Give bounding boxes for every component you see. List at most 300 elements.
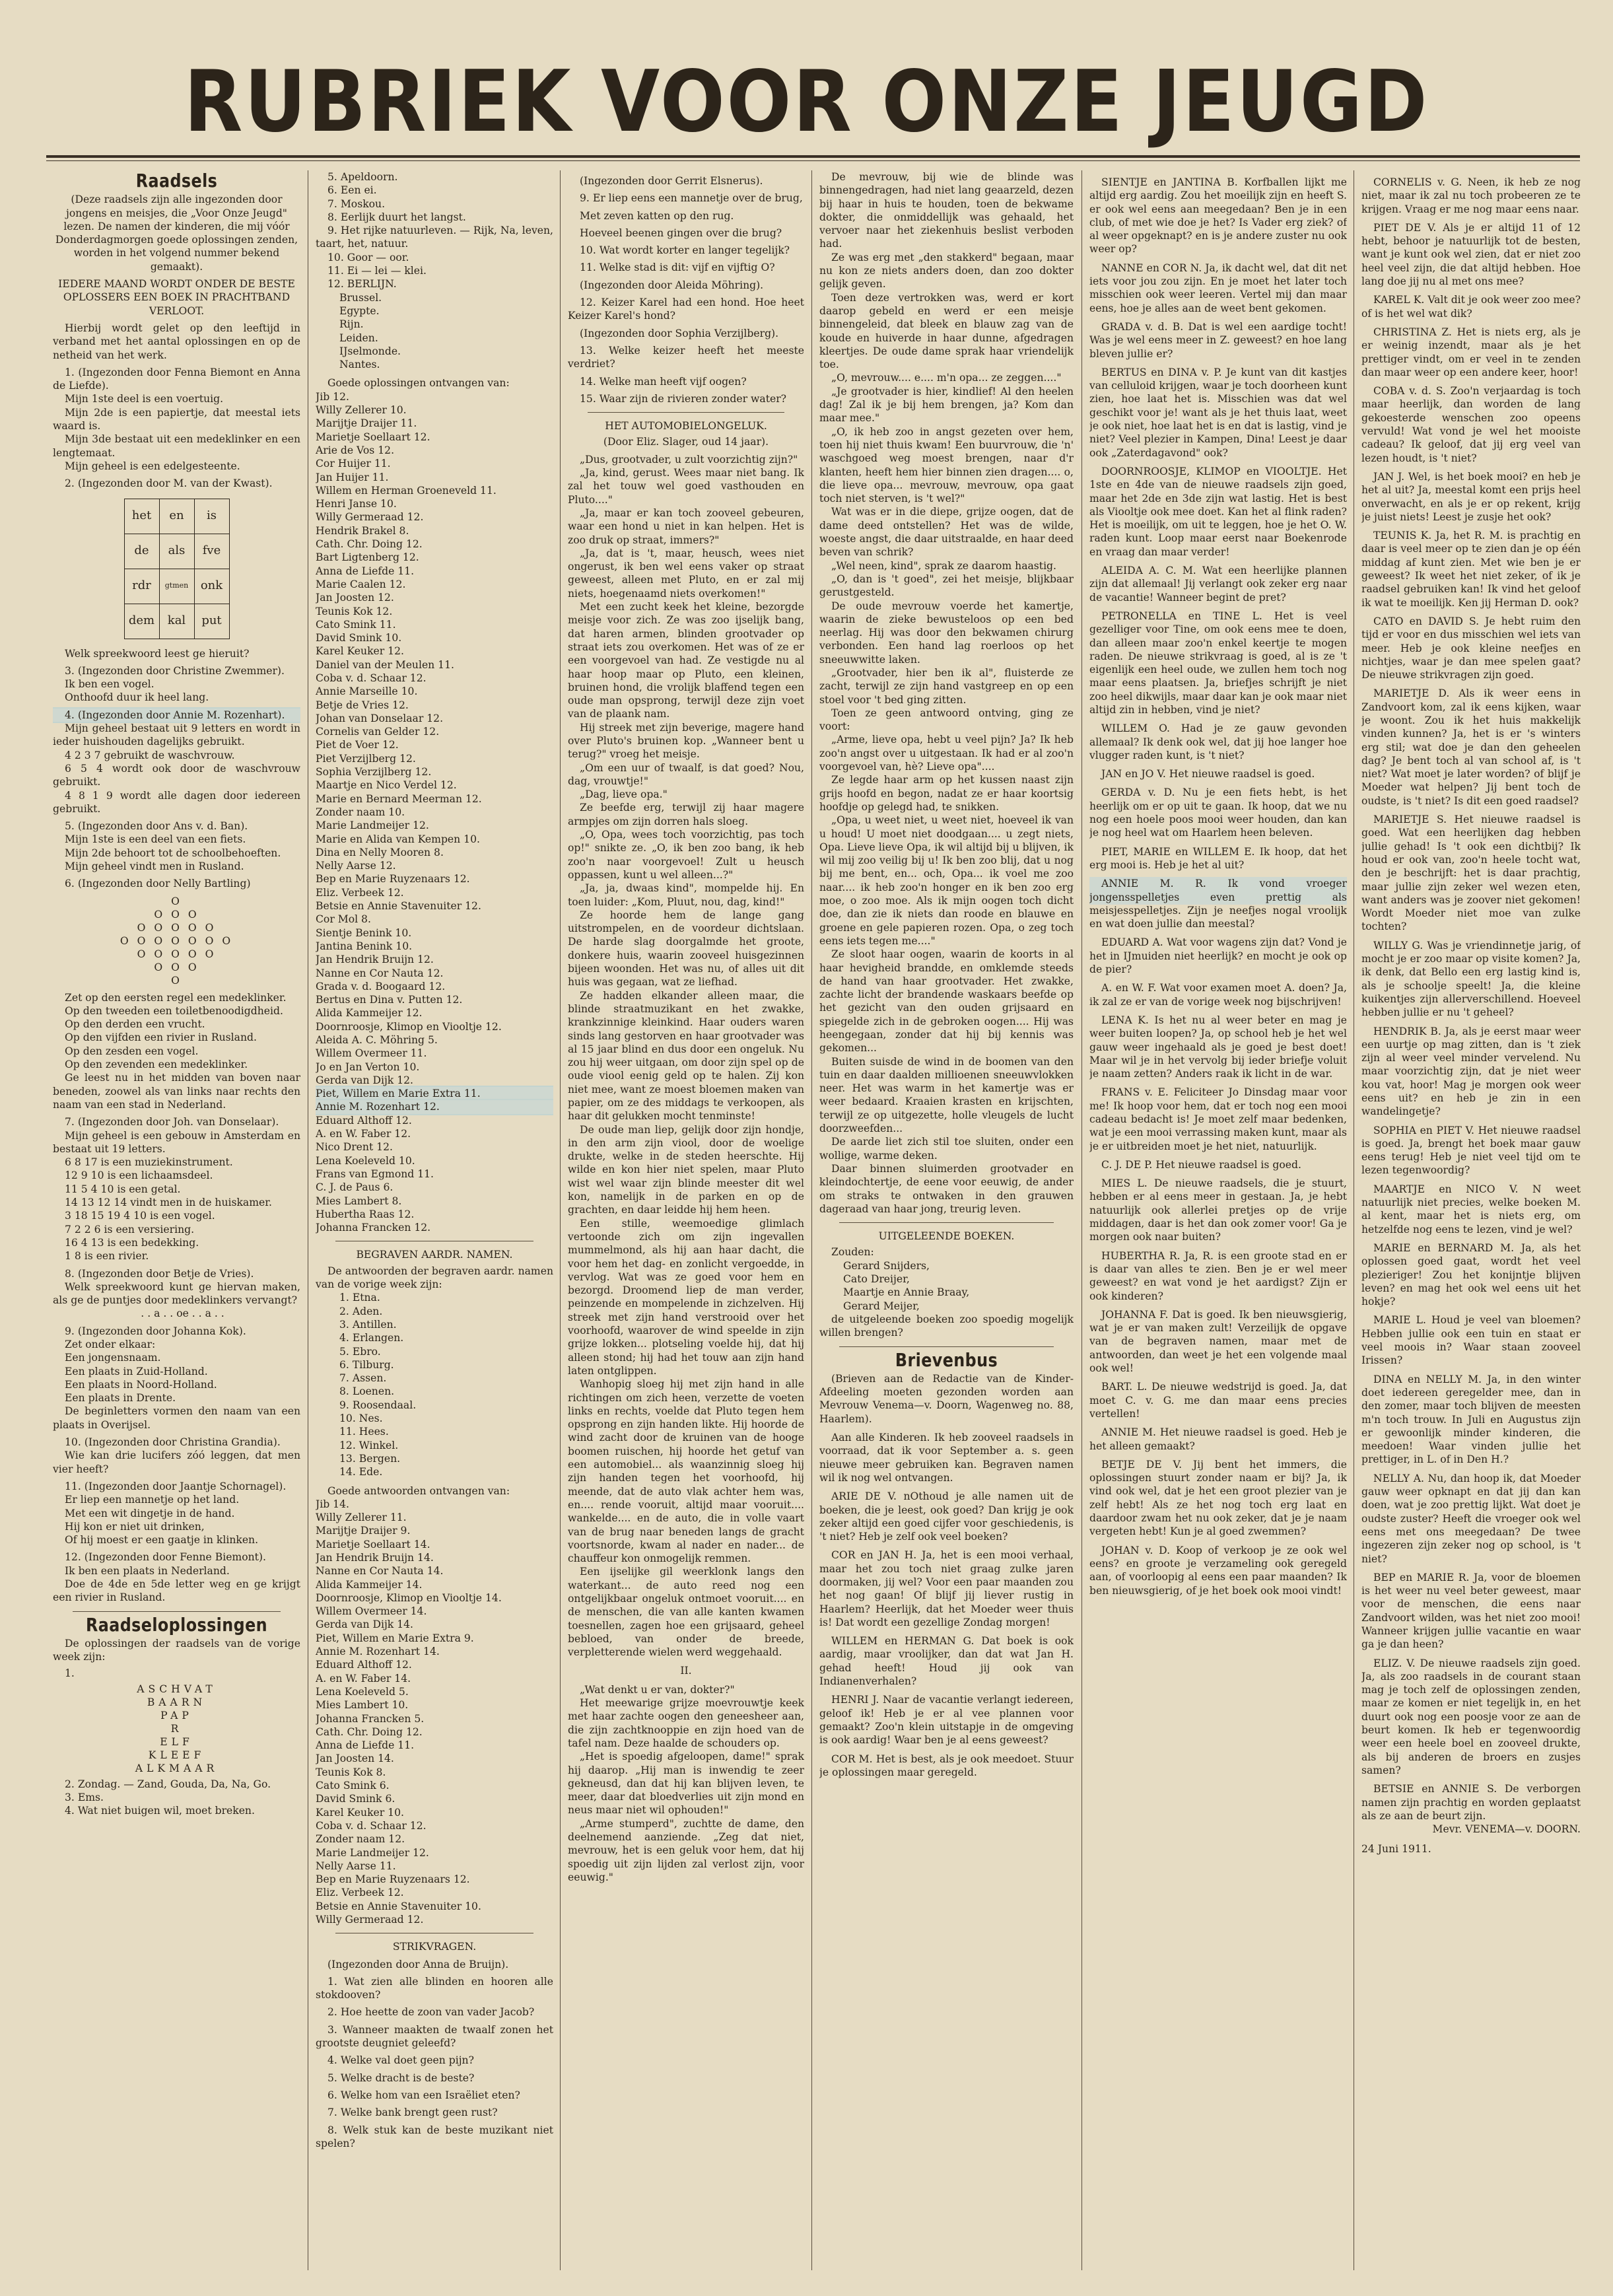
story-paragraph: De aarde liet zich stil toe sluiten, onder een wollige, warme deken. [819, 1136, 1074, 1162]
begraven-answer: 12. Winkel. [339, 1439, 399, 1451]
solver-name: Johan van Donselaar 12. [316, 712, 444, 724]
word-grid [124, 499, 230, 639]
riddle-line: Mijn 2de behoort tot de schoolbehoeften. [65, 847, 281, 859]
solver-name: Betsie en Annie Stavenuiter 12. [316, 900, 481, 913]
riddle-line: Met een wit dingetje in de hand. [65, 1507, 235, 1519]
story-paragraph: „O, ik heb zoo in angst gezeten over hem, toen hij niet thuis kwam! Een buurvrouw, die 'n' waschgoed weg moest brengen, naar d'r klanten, heeft hem hier binnen zien dragen.... o, die lieve opa... mevrouw, mevrouw, opa gaat toch niet sterven, is 't wel?" [819, 425, 1074, 505]
riddle-line: Een plaats in Noord-Holland. [65, 1378, 217, 1391]
letter-reply: HUBERTHA R. Ja, R. is een groote stad en er is daar van alles te zien. Ben je er wel meer geweest? en wat vond je het aardigst? Zijn er ook kinderen? [1089, 1249, 1347, 1302]
strikvraag: 14. Welke man heeft vijf oogen? [580, 375, 747, 388]
solver-name: Willy Zellerer 10. [316, 404, 407, 417]
solver-name: Marie Caalen 12. [316, 578, 406, 590]
story-paragraph: „Wel neen, kind", sprak ze daarom haastig. [831, 559, 1056, 572]
solver-name: Cato Smink 6. [316, 1780, 390, 1792]
pyramid-row: O O O [154, 961, 199, 973]
solver-name: David Smink 10. [316, 632, 402, 644]
solver-name: Annie M. Rozenhart 14. [316, 1646, 440, 1658]
story-title: HET AUTOMOBIELONGELUK. [605, 420, 767, 433]
solver-name: Johanna Francken 5. [316, 1712, 425, 1725]
story-paragraph: „Ja, kind, gerust. Wees maar niet bang. Ik zal het touw wel goed vasthouden en Pluto...." [568, 467, 804, 506]
strikvragen-continued [568, 174, 804, 405]
riddle-line: 6 5 4 wordt ook door de waschvrouw gebruikt. [53, 762, 300, 788]
solver-name: Willy Zellerer 11. [316, 1512, 407, 1524]
letter-reply: GRADA v. d. B. Dat is wel een aardige tocht! Was je wel eens meer in Z. geweest? en hoe lang bleven jullie er? [1089, 320, 1347, 360]
solver-name: Maartje en Nico Verdel 12. [316, 779, 457, 792]
grid-cell: en [159, 499, 194, 534]
story-paragraph: „O, mevrouw.... e.... m'n opa... ze zeggen...." [831, 372, 1062, 384]
solution-line: 2. Zondag. — Zand, Gouda, Da, Na, Go. [65, 1778, 271, 1790]
solver-name: Anna de Liefde 11. [316, 565, 415, 577]
letter-reply: EDUARD A. Wat voor wagens zijn dat? Vond je het in IJmuiden niet heerlijk? en mocht je ook op de pier? [1089, 936, 1347, 976]
riddle-1 [53, 366, 300, 473]
solver-name: Willy Germeraad 12. [316, 1914, 424, 1926]
solution-word: ELF [160, 1735, 193, 1748]
letter-reply: PETRONELLA en TINE L. Het is veel gezelliger voor Tine, om ook eens mee te doen, dan alleen maar zoo'n enkel keertje te mogen raden. De nieuwe strikvraag is goed, al is ze 't eigenlijk een heel oude, we zullen hem toch nog maar eens plaatsen. Ja, briefjes schrijft je niet zoo heel dikwijls, maar daar kan je ook maar niet altijd zin in hebben, vind je niet? [1089, 609, 1347, 716]
solver-name: Gerda van Dijk 14. [316, 1618, 414, 1631]
strikvraag: (Ingezonden door Anna de Bruijn). [327, 1958, 509, 1970]
solver-name: Piet de Voer 12. [316, 739, 399, 751]
grid-cell: is [194, 499, 229, 534]
berlijn-word: Nantes. [339, 359, 380, 371]
letter-reply: MARIETJE S. Het nieuwe raadsel is goed. Wat een heerlijken dag hebben jullie gehad! Is 't ook een dichtbij? Ik houd er ook van, zoo'n heele tocht wat, den je beschrijft: het is daar prachtig, maar jullie zijn zeker wel wezen eten, want anders was je zoover niet gekomen! Wordt Moeder niet moe van zulke tochten? [1361, 814, 1581, 933]
solver-name: Coba v. d. Schaar 12. [316, 672, 427, 684]
grid-cell: kal [159, 604, 194, 639]
grid-cell: put [194, 604, 229, 639]
story-paragraph: „Dus, grootvader, u zult voorzichtig zijn?" [580, 453, 798, 466]
solver-name: Willem Overmeer 11. [316, 1047, 427, 1060]
brievenbus-title: Brievenbus [895, 1348, 998, 1371]
story-paragraph: Ze beefde erg, terwijl zij haar magere armpjes om zijn dorren hals sloeg. [568, 802, 804, 827]
story-text-2 [568, 1683, 804, 1884]
riddle-line: 12 9 10 is een lichaamsdeel. [65, 1169, 213, 1182]
strikvraag: 11. Welke stad is dit: vijf en vijftig O? [580, 261, 775, 274]
riddle-line: 14 13 12 14 vindt men in de huiskamer. [65, 1197, 272, 1209]
grid-cell: dem [124, 604, 159, 639]
solver-name: Frans van Egmond 11. [316, 1167, 434, 1180]
riddle-2-header: 2. (Ingezonden door M. van der Kwast). [65, 477, 273, 490]
letter-reply: FRANS v. E. Feliciteer Jo Dinsdag maar voor me! Ik hoop voor hem, dat er toch nog een mooi cadeau bedacht is! Je moet zelf maar bedenken, wat je een mooi verrassing maken kunt, maar als je er uitbreiden moet je het niet, natuurlijk. [1089, 1086, 1347, 1152]
begraven-answer: 13. Bergen. [339, 1452, 401, 1465]
solver-name: Marie en Alida van Kempen 10. [316, 833, 480, 845]
story-paragraph: „Wat denkt u er van, dokter?" [580, 1683, 735, 1696]
riddle-line: 7. (Ingezonden door Joh. van Donselaar). [65, 1116, 279, 1129]
story-text [568, 453, 804, 1659]
solution-word: PAP [160, 1709, 193, 1722]
strikvraag: 2. Hoe heette de zoon van vader Jacob? [327, 2006, 535, 2019]
strikvraag: (Ingezonden door Gerrit Elsnerus). [580, 175, 763, 187]
letter-reply: ANNIE M. Het nieuwe raadsel is goed. Heb je het alleen gemaakt? [1089, 1426, 1347, 1452]
story-paragraph: Ze hadden elkander alleen maar, die blinde straatmuzikant en het zwakke, krankzinnige kleinkind. Haar ouders waren sinds lang gestorven en haar grootvader was al 15 jaar blind en dus door een ongeluk. Nu zou hij weer uitgaan, om door zijn spel op de oude viool eenig geld op te halen. Zij kon niet mee, want ze moest bloemen maken van papier, om ze des middags te verkoopen, als haar dit gelukken mocht tenminste! [568, 989, 804, 1123]
begraven-answer: 10. Nes. [339, 1412, 383, 1425]
letter-reply: KAREL K. Valt dit je ook weer zoo mee? of is het wel wat dik? [1361, 294, 1581, 320]
story-paragraph: „Het is spoedig afgeloopen, dame!" sprak hij daarop. „Hij man is inwendig te zeer gekneusd, dan dat hij kan blijven leven, te meer, daar dat bloedverlies uit zijn mond en neus maar niet wil ophouden!" [568, 1751, 804, 1817]
begraven-answer: 7. Assen. [339, 1372, 387, 1385]
solver-name: Willem en Herman Groeneveld 11. [316, 484, 497, 497]
letter-reply: BART. L. De nieuwe wedstrijd is goed. Ja, dat moet C. v. G. me dan maar eens precies vertellen! [1089, 1381, 1347, 1420]
solver-name: Karel Keuker 10. [316, 1806, 404, 1819]
story-paragraph: De oude man liep, gelijk door zijn hondje, in den arm zijn viool, door de woelige drukte, welke in de steden heerschte. Hij wilde en kon hier niet spelen, maar Pluto wist wel waar zijn blinde meester dit wel kon, namelijk in de parken en op de grachten, en daar leidde hij hem heen. [568, 1123, 804, 1216]
column-separator [1081, 170, 1082, 2270]
solver-name: Doornroosje, Klimop en Viooltje 12. [316, 1020, 502, 1033]
solution-line: 9. Het rijke natuurleven. — Rijk, Na, leven, taart, het, natuur. [316, 225, 553, 250]
strikvraag: 4. Welke val doet geen pijn? [327, 2054, 474, 2067]
begraven-intro: De antwoorden der begraven aardr. namen van de vorige week zijn: [316, 1265, 553, 1291]
begraven-answer: 8. Loenen. [339, 1385, 395, 1398]
story-paragraph: Buiten suisde de wind in de boomen van den tuin en daar daalden millioenen sneeuwvlokken neer. Het was warm in het kamertje was er weer bedaard. Kraaien krasten en krijschten, terwijl ze op uitgezette, holle vleugels de lucht doorzweefden... [819, 1055, 1074, 1135]
letter-reply: CATO en DAVID S. Je hebt ruim den tijd er voor en dus misschien wel iets van meer. Heb je ook kleine neefjes en nichtjes, waar je dan mee spelen gaat? De nieuwe strikvragen zijn goed. [1361, 615, 1581, 681]
letter-reply: MAARTJE en NICO V. N weet natuurlijk niet precies, welke boeken M. al kent, maar het is niets erg, om hetzelfde nog eens te lezen, vind je wel? [1361, 1183, 1581, 1235]
riddle-6 [53, 991, 300, 1112]
begraven-answer: 3. Antillen. [339, 1318, 397, 1331]
solvers-list-1 [316, 390, 553, 1235]
pyramid-row: O O O O O O O [120, 934, 234, 947]
solution-line: 4. Wat niet buigen wil, moet breken. [65, 1805, 255, 1817]
letter-reply: CORNELIS v. G. Neen, ik heb ze nog niet, maar ik zal nu toch probeeren ze te krijgen. Vraag er me nog maar eens naar. [1361, 176, 1581, 215]
solver-name: Anna de Liefde 11. [316, 1739, 415, 1752]
riddle-7 [53, 1115, 300, 1263]
letter-reply: COR en JAN H. Ja, het is een mooi verhaal, maar het zou toch niet graag zulke jaren doormaken, jij wel? Voor een paar maanden zou het nog gaan! Of blijf jij liever rustig in Haarlem? Heerlijk, dat het Moeder weer thuis is! Dat wordt een gezellige Zondag morgen! [819, 1549, 1074, 1628]
strikvraag: 15. Waar zijn de rivieren zonder water? [580, 392, 787, 405]
solver-name: Jan Hendrik Bruijn 14. [316, 1551, 434, 1564]
solution-word: ALKMAAR [135, 1762, 219, 1774]
solver-name: Eliz. Verbeek 12. [316, 1887, 404, 1899]
story-paragraph: Hij streek met zijn beverige, magere hand over Pluto's bruinen kop. „Wanneer bent u terug?" vroeg het meisje. [568, 721, 804, 761]
riddle-line: Onthoofd duur ik heel lang. [65, 691, 209, 704]
story-paragraph: Het meewarige grijze moevrouwtje keek met haar zachte oogen den geneesheer aan, die zijn zachtknooppie en zijn hoed van de tafel nam. Deze haalde de schouders op. [568, 1697, 804, 1749]
column-1 [53, 170, 300, 2277]
solver-name: Marie Landmeijer 12. [316, 819, 429, 832]
letter-reply: MARIE en BERNARD M. Ja, als het oplossen goed gaat, wordt het veel plezieriger! Zou het konijntje blijven leven? en mag het ook wel eens uit het hokje? [1361, 1241, 1581, 1308]
solver-name: Nelly Aarse 12. [316, 860, 396, 872]
strikvraag: 7. Welke bank brengt geen rust? [327, 2106, 498, 2119]
story-paragraph: „Arme stumperd", zuchtte de dame, den deelnemend aanziende. „Zeg dat niet, mevrouw, het is een geluk voor hem, dat hij spoedig uit zijn lijden zal verlost zijn, voor eeuwig." [568, 1817, 804, 1883]
notice-text: IEDERE MAAND WORDT ONDER DE BESTE OPLOSSERS EEN BOEK IN PRACHTBAND VERLOOT. [58, 278, 295, 317]
brievenbus-letters [819, 1431, 1074, 1779]
solver-name: Nico Drent 12. [316, 1141, 393, 1154]
story-paragraph: De oude mevrouw voerde het kamertje, waarin de zieke bewusteloos op een bed neerlag. Hij was door den bekwamen chirurg verbonden. Een hand lag roerloos op het sneeuwwitte laken. [819, 600, 1074, 666]
riddle-line: Een plaats in Drente. [65, 1392, 176, 1405]
begraven-answer: 1. Etna. [339, 1292, 380, 1304]
solver-name: Marietje Soellaart 14. [316, 1538, 430, 1550]
letter-reply: BEP en MARIE R. Ja, voor de bloemen is het weer nu veel beter geweest, maar voor de menschen, die eens naar Zandvoort wilden, was het niet zoo mooi! Wanneer krijgen jullie vacantie en waar ga je dan heen? [1361, 1571, 1581, 1651]
solution-1-label: 1. [65, 1667, 75, 1679]
begraven-answer: 14. Ede. [339, 1466, 383, 1478]
strikvragen-title: STRIKVRAGEN. [392, 1941, 477, 1953]
riddle-line: 1 8 is een rivier. [65, 1250, 149, 1263]
strikvraag: Met zeven katten op den rug. [580, 209, 734, 222]
letter-reply: JOHAN v. D. Koop of verkoop je ze ook wel eens? en groote je verzameling ook geregeld aan, of voorloopig al eens een paar maanden? Ik ben nieuwsgierig, of je het boek ook mooi vindt! [1089, 1544, 1347, 1597]
story-paragraph: „Ja, maar er kan toch zooveel gebeuren, waar een hond u niet in kan helpen. Het is zoo druk op straat, immers?" [568, 506, 804, 546]
column-3 [568, 170, 804, 2277]
solver-name: Cor Huijer 11. [316, 458, 391, 470]
letter-reply: JOHANNA F. Dat is goed. Ik ben nieuwsgierig, wat je er van maken zult! Verzeilijk de opgave van de begraven namen, maar met de antwoorden, dan weet je het een volgende maal ook wel! [1089, 1308, 1347, 1375]
letter-reply: WILLY G. Was je vriendinnetje jarig, of mocht je er zoo maar op visite komen? Ja, ik denk, dat Bello een erg lastig kind is, als je schoolje speelt! Ja, die kleine kuikentjes zijn allerverschillend. Hoeveel hebben jullie er nu 't geheel? [1361, 939, 1581, 1019]
grid-cell: onk [194, 569, 229, 604]
story-paragraph: „Dag, lieve opa." [580, 788, 668, 801]
letter-reply: HENRI J. Naar de vacantie verlangt iedereen, geloof ik! Heb je er al vee plannen voor gemaakt? Zoo'n klein uitstapje in de omgeving is ook aardig! Waar ben je al eens geweest? [819, 1694, 1074, 1747]
letter-reply: ARIE DE V. nOthoud je alle namen uit de boeken, die je leest, ook goed? Dan krijg je ook zeker altijd een goed cijfer voor geschiedenis, is 't niet? Heb je zelf ook veel boeken? [819, 1490, 1074, 1543]
riddle-line: Welk spreekwoord kunt ge hiervan maken, als ge de puntjes door medeklinkers vervangt? [53, 1280, 300, 1307]
solver-name: Cornelis van Gelder 12. [316, 726, 440, 738]
begraven-answer: 2. Aden. [339, 1305, 383, 1317]
solution-word: KLEEF [148, 1749, 205, 1761]
letter-reply: BERTUS en DINA v. P. Je kunt van dit kastjes van celluloid krijgen, waar je toch doorheen kunt zien, hoe laat het is. Misschien was dat wel geschikt voor je! want als je het thuis laat, weet je ook niet, hoe laat het is en dat is lastig, vind je niet? Veel plezier in Kampen, Dina! Leest je daar ook „Zaterdagavond" ook? [1089, 366, 1347, 459]
solution-word: BAARN [147, 1696, 207, 1708]
solver-name: Bart Ligtenberg 12. [316, 551, 419, 564]
story-paragraph: Toen deze vertrokken was, werd er kort daarop gebeld en werd er een meisje binnengeleid, dat bleek en blauw zag van de koude en huiverde in haar dunne, afgedragen kleertjes. De oude dame sprak haar vriendelijk toe. [819, 291, 1074, 371]
note-text: Hierbij wordt gelet op den leeftijd in verband met het aantal oplossingen en op de netheid van het werk. [53, 322, 300, 361]
berlijn-word: Brussel. [339, 291, 382, 304]
solver-name: Hubertha Raas 12. [316, 1208, 415, 1220]
grid-cell: rdr [124, 569, 159, 604]
begraven-answer: 4. Erlangen. [339, 1332, 404, 1344]
riddle-line: 12. (Ingezonden door Fenne Biemont). [65, 1551, 266, 1564]
riddle-line: Op den derden een vrucht. [65, 1018, 205, 1031]
riddle-line: 11 5 4 10 is een getal. [65, 1183, 181, 1195]
solver-name: Willy Germeraad 12. [316, 511, 424, 524]
letter-reply: COR M. Het is best, als je ook meedoet. Stuur je oplossingen maar geregeld. [819, 1753, 1074, 1778]
pyramid-row: O O O O O [137, 948, 217, 960]
solver-name: Dina en Nelly Mooren 8. [316, 846, 444, 858]
solver-name: Alida Kammeijer 14. [316, 1578, 423, 1591]
solver-name: Piet, Willem en Marie Extra 9. [316, 1632, 474, 1644]
grid-cell: de [124, 534, 159, 569]
riddle-line: Mijn 1ste is een deel van een fiets. [65, 833, 246, 846]
riddle-line: Op den vijfden een rivier in Rusland. [65, 1031, 257, 1044]
riddle-8 [53, 1267, 300, 1321]
letter-reply: PIET, MARIE en WILLEM E. Ik hoop, dat het erg mooi is. Heb je het al uit? [1089, 845, 1347, 871]
letter-reply: COBA v. d. S. Zoo'n verjaardag is toch maar heerlijk, dan worden de lang gekoesterde wenschen zoo opeens vervuld! Wat vond je wel het mooiste cadeau? Ik geloof, dat jij erg veel van lezen houdt, is 't niet? [1361, 385, 1581, 464]
letter-reply: LENA K. Is het nu al weer beter en mag je weer buiten loopen? Ja, op school heb je het wel gauw weer ingehaald als je goed je best doet! Maar wil je in het vervolg bij ieder briefje voluit je naam zetten? Anders raak ik licht in de war. [1089, 1014, 1347, 1080]
uitgeleende-close: de uitgeleende boeken zoo spoedig mogelijk willen brengen? [819, 1313, 1074, 1339]
riddle-9 [53, 1325, 300, 1432]
story-paragraph: Ze hoorde hem de lange gang uitstrompelen, en de voordeur dichtslaan. De harde slag doorgalmde het groote, donkere huis, waarin zooveel huisgezinnen bijeen woonden. Het was nu, of alles uit dit huis was gegaan, wat ze liefhad. [568, 909, 804, 989]
riddle-line: Mijn 1ste deel is een voertuig. [65, 393, 224, 405]
letter-pyramid [53, 895, 300, 987]
pyramid-row: O [171, 974, 182, 987]
uitgeleende-names [819, 1259, 1074, 1313]
solution-line: 12. BERLIJN. [327, 278, 397, 291]
grid-cell: het [124, 499, 159, 534]
riddle-line: 11. (Ingezonden door Jaantje Schornagel). [65, 1480, 287, 1492]
grid-cell: als [159, 534, 194, 569]
letter-reply: MIES L. De nieuwe raadsels, die je stuurt, hebben er al eens meer in gestaan. Ja, je hebt natuurlijk ook allerlei pretjes op de vrije middagen, daar is het dan ook zomer voor! Ga je morgen ook naar buiten? [1089, 1177, 1347, 1243]
uitgeleende-intro: Zouden: [831, 1246, 874, 1259]
section-rule [839, 1346, 1054, 1347]
strikvraag: 6. Welke hom van een Israëliet eten? [327, 2089, 520, 2101]
solver-name: Jan Huijer 11. [316, 471, 389, 483]
solver-name: Piet, Willem en Marie Extra 11. [316, 1087, 553, 1100]
column-6 [1361, 170, 1581, 2277]
riddle-line: 1. (Ingezonden door Fenna Biemont en Anna de Liefde). [53, 366, 300, 392]
solver-name: Teunis Kok 8. [316, 1766, 386, 1778]
solver-name: Cath. Chr. Doing 12. [316, 538, 423, 551]
story-paragraph: Wanhopig sloeg hij met zijn hand in alle richtingen om zich heen, verzette de voeten links en rechts, voelde dat Pluto tegen hem opsprong en zijn handen likte. Hij hoorde de wind zacht door de kruinen van de hooge boomen ruischen, hij hoorde het getuf van een automobiel... als waanzinnig sloeg hij zijn handen tegen het voorhoofd, hij meende, dat de auto vlak achter hem was, en.... rende vooruit, altijd maar vooruit.... wankelde.... en de auto, die in volle vaart van de brug naar beneden langs de gracht voortsnorde, kwam al nader en nader... de chauffeur kon onmogelijk remmen. [568, 1378, 804, 1565]
riddle-6-header: 6. (Ingezonden door Nelly Bartling) [65, 878, 251, 890]
borrower-name: Gerard Meijer, [843, 1300, 920, 1312]
solver-name: Doornroosje, Klimop en Viooltje 14. [316, 1591, 502, 1604]
solver-name: Zonder naam 12. [316, 1833, 405, 1846]
letter-reply: HENDRIK B. Ja, als je eerst maar weer een uurtje op mag zitten, dan is 't ziek zijn al weer veel minder vervelend. Nu maar voorzichtig zijn, dat je niet weer kou vat, hoor! Mag je morgen ook weer eens uit? en heb je zin in een wandelingetje? [1361, 1025, 1581, 1118]
solver-name: Marie Landmeijer 12. [316, 1846, 429, 1859]
story-paragraph: Daar binnen sluimerden grootvader en kleindochtertje, de eene voor eeuwig, de ander om straks te ontwaken in den grauwen dageraad van haar jong, treurig leven. [819, 1162, 1074, 1215]
solution-line: 8. Eerlijk duurt het langst. [327, 211, 466, 223]
date-line: 24 Juni 1911. [1361, 1843, 1431, 1856]
grid-cell: gtmen [159, 569, 194, 604]
letter-reply: DINA en NELLY M. Ja, in den winter doet iedereen geregelder mee, dan in den zomer, maar toch blijven de meesten m'n toch trouw. In Juli en Augustus zijn er gewoonlijk minder kinderen, die meedoen! Waar vinden jullie het prettiger, in L. of in Den H.? [1361, 1373, 1581, 1466]
riddle-line: Mijn geheel bestaat uit 9 letters en wordt in ieder huishouden dagelijks gebruikt. [53, 722, 300, 748]
solution-line: 10. Goor — oor. [327, 251, 409, 263]
solution-line: 7. Moskou. [327, 197, 386, 210]
brievenbus-letters-2 [1361, 176, 1581, 1823]
solver-name: C. J. de Paus 6. [316, 1181, 394, 1194]
riddle-5 [53, 819, 300, 873]
solution-1-words [53, 1683, 300, 1775]
solver-name: Sophia Verzijlberg 12. [316, 766, 432, 779]
letter-reply: ANNIE M. R. Ik vond vroeger jongensspelletjes even prettig als meisjesspelletjes. Zijn je neefjes nogal vroolijk en wat doen jullie dan meestal? [1089, 878, 1347, 930]
solver-name: Grada v. d. Boogaard 12. [316, 980, 446, 992]
solutions-intro: De oplossingen der raadsels van de vorige week zijn: [53, 1637, 300, 1663]
riddle-line: Ge leest nu in het midden van boven naar beneden, zoowel als van links naar rechts den naam van een stad in Nederland. [53, 1072, 300, 1111]
riddle-line: 16 4 13 is een bedekking. [65, 1236, 199, 1249]
solver-name: Bep en Marie Ruyzenaars 12. [316, 873, 470, 886]
strikvraag: (Ingezonden door Aleida Möhring). [580, 279, 764, 291]
letter-reply: Aan alle Kinderen. Ik heb zooveel raadsels in voorraad, dat ik voor September a. s. geen nieuwe meer gebruiken kan. Begraven namen wil ik nog wel ontvangen. [819, 1432, 1074, 1484]
solutions-list [316, 170, 553, 291]
solver-name: Cor Mol 8. [316, 913, 371, 926]
letter-reply: TEUNIS K. Ja, het R. M. is prachtig en daar is veel meer op te zien dan je op één middag af kunt zien. Met wie ben je er geweest? Ik weet het niet zeker, of ik je raadsel gebruiken kan! Ik vind het geloof ik wat te moeilijk. Ken jij Herman D. ook? [1361, 530, 1581, 609]
solver-name: Eduard Althoff 12. [316, 1659, 412, 1671]
solver-name: Alida Kammeijer 12. [316, 1007, 423, 1020]
letter-reply: BETJE DE V. Jij bent het immers, die oplossingen stuurt zonder naam er bij? Ja, ik vind ook wel, dat je het een groot plezier van je zelf hebt! Als ze het nog toch erg laat en daardoor zwam het nu ook zeker, dat je je naam vergeten hebt! Kun je al goed zwemmen? [1089, 1458, 1347, 1538]
goede-header-2: Goede antwoorden ontvangen van: [327, 1484, 510, 1497]
letter-reply: PIET DE V. Als je er altijd 11 of 12 hebt, behoor je natuurlijk tot de besten, want je kunt ook wel zien, dat er niet zoo heel veel zijn, die dat altijd hebben. Hoe lang doe jij nu al met ons mee? [1361, 221, 1581, 288]
story-part-mark: II. [680, 1665, 692, 1677]
story-paragraph: Ze was erg met „den stakkerd" begaan, maar nu kon ze niets anders doen, dan zoo dokter gelijk geven. [819, 251, 1074, 291]
begraven-title: BEGRAVEN AARDR. NAMEN. [356, 1249, 513, 1261]
riddle-2-question: Welk spreekwoord leest ge hieruit? [65, 647, 250, 660]
solver-name: Arie de Vos 12. [316, 444, 395, 456]
solver-name: Mies Lambert 10. [316, 1699, 409, 1712]
riddle-line: 10. (Ingezonden door Christina Grandia). [65, 1436, 281, 1449]
solver-name: Betje de Vries 12. [316, 699, 409, 711]
riddle-line: Mijn geheel is een gebouw in Amsterdam en bestaat uit 19 letters. [53, 1129, 300, 1155]
solution-word: ASCHVAT [137, 1683, 217, 1695]
letter-reply: WILLEM en HERMAN G. Dat boek is ook aardig, maar vroolijker, dan dat wat Jan H. gehad heeft! Houd jij ook van Indianenverhalen? [819, 1635, 1074, 1688]
riddle-line: . . a . . oe . . a . . [141, 1307, 224, 1320]
solver-name: Karel Keuker 12. [316, 645, 404, 658]
solver-name: Eduard Althoff 12. [316, 1114, 412, 1127]
story-paragraph: „O, Opa, wees toch voorzichtig, pas toch op!" snikte ze. „O, ik ben zoo bang, ik heb zoo'n naar voorgevoel! Zult u heusch oppassen, kunt u wel alleen...?" [568, 829, 804, 881]
solver-name: Eliz. Verbeek 12. [316, 886, 404, 899]
story-paragraph: „Opa, u weet niet, u weet niet, hoeveel ik van u houd! U moet niet doodgaan.... u zegt niets, Opa. Lieve lieve Opa, ik wil altijd bij u blijven, ik wil mij zoo veilig bij u! Ik ben zoo blij, dat u nog bij me bent, en... och, Opa... ik voel me zoo naar.... ik heb zoo'n honger en ik ben zoo erg moe, o zoo moe. Als ik mijn oogen toch dicht doe, dan zie ik niets dan roode en blauwe en groene en gele papieren rozen. Opa, o zeg toch eens iets tegen me...." [819, 814, 1074, 947]
solver-name: Willem Overmeer 14. [316, 1605, 427, 1618]
story-paragraph: „O, dan is 't goed", zei het meisje, blijkbaar gerustgesteld. [819, 573, 1074, 599]
riddle-10 [53, 1436, 300, 1476]
riddle-line: 9. (Ingezonden door Johanna Kok). [65, 1325, 246, 1337]
letter-reply: NELLY A. Nu, dan hoop ik, dat Moeder gauw weer opknapt en dat jij dan kan doen, wat je zoo prettig lijkt. Wat doet je oudste zuster? Heeft die vroeger ook wel eens met ons meegedaan? De twee ingezeren zijn zeker nog op school, is 't niet? [1361, 1472, 1581, 1565]
begraven-answer: 5. Ebro. [339, 1345, 381, 1358]
riddle-line: 4. (Ingezonden door Annie M. Rozenhart). [53, 709, 300, 722]
letter-reply: WILLEM O. Had je ze gauw gevonden allemaal? Ik denk ook wel, dat jij hoe langer hoe vlugger raden kunt, is 't niet? [1089, 722, 1347, 761]
solution-line: 3. Ems. [65, 1792, 104, 1804]
solver-name: Lena Koeleveld 5. [316, 1685, 409, 1698]
column-2 [316, 170, 553, 2277]
riddle-line: Mijn geheel is een edelgesteente. [65, 460, 240, 472]
pyramid-row: O [171, 895, 182, 907]
story-paragraph: „Om een uur of twaalf, is dat goed? Nou, dag, vrouwtje!" [568, 761, 804, 787]
solver-name: Nanne en Cor Nauta 12. [316, 967, 444, 979]
solver-name: Hendrik Brakel 8. [316, 524, 409, 537]
solver-name: Teunis Kok 12. [316, 605, 393, 617]
solvers-list-2 [316, 1498, 553, 1927]
solver-name: Sientje Benink 10. [316, 926, 412, 939]
raadsels-title: Raadsels [135, 170, 218, 191]
letter-reply: JAN J. Wel, is het boek mooi? en heb je het al uit? Ja, meestal komt een prijs heel onverwacht, en als je er op rekent, krijg je juist niets! Leest je zusje het ook? [1361, 470, 1581, 523]
story-continued [819, 170, 1074, 1216]
berlijn-word: Rijn. [339, 318, 364, 331]
grid-cell: fve [194, 534, 229, 569]
story-paragraph: „Grootvader, hier ben ik al", fluisterde ze zacht, terwijl ze zijn hand vastgreep en op een stoel voor 't bed ging zitten. [819, 666, 1074, 706]
begraven-list [316, 1291, 553, 1478]
solver-name: Piet Verzijlberg 12. [316, 752, 416, 765]
borrower-name: Maartje en Annie Braay, [843, 1286, 970, 1299]
solver-name: Jan Joosten 12. [316, 592, 394, 604]
solver-name: Bertus en Dina v. Putten 12. [316, 994, 463, 1006]
riddle-line: Zet onder elkaar: [65, 1339, 156, 1350]
solver-name: Marietje Soellaart 12. [316, 431, 430, 443]
letter-reply: BETSIE en ANNIE S. De verborgen namen zijn prachtig en worden geplaatst als ze aan de beurt zijn. [1361, 1783, 1581, 1822]
column-separator [811, 170, 812, 2270]
borrower-name: Gerard Snijders, [843, 1259, 930, 1272]
story-paragraph: Ze sloot haar oogen, waarin de koorts in al haar hevigheid brandde, en omklemde steeds de hand van haar grootvader. Het zwakke, zachte licht der brandende waskaars beefde op het gezicht van den ouden grijsaard en spiegelde zich in de gebroken oogen.... Hij was heengegaan, zonder dat hij bij kennis was gekomen... [819, 948, 1074, 1055]
story-paragraph: Met een zucht keek het kleine, bezorgde meisje voor zich. Ze was zoo ijselijk bang, dat haren armen, blinden grootvader op straat iets zou overkomen. Het was of ze er een voorgevoel van had. Ze vestigde nu al haar hoop maar op Pluto, een kleinen, bruinen hond, die vrolijk blaffend tegen een oude man opsprong, terwijl deze zijn voet van de plaank nam. [568, 601, 804, 720]
letter-reply: NANNE en COR N. Ja, ik dacht wel, dat dit net iets voor jou zou zijn. En je moet het later toch misschien ook weer leeren. Vertel mij dan maar eens, hoe je alles aan de weet bent gekomen. [1089, 261, 1347, 314]
solver-name: Nelly Aarse 11. [316, 1860, 396, 1872]
letter-reply: DOORNROOSJE, KLIMOP en VIOOLTJE. Het 1ste en 4de van de nieuwe raadsels zijn goed, maar het 2de en 3de zijn wat lastig. Het is best als Viooltje ook mee doet. Kan het al flink raden? Het is moeilijk, om uit te leggen, hoe je het O. W. raden kunt. Loop maar eerst naar Boekenrode en vraag dan maar verder! [1089, 465, 1347, 558]
solver-name: A. en W. Faber 12. [316, 1128, 411, 1140]
pyramid-row: O O O O O [137, 921, 217, 934]
solver-name: Marijtje Draijer 11. [316, 417, 417, 430]
letter-reply: CHRISTINA Z. Het is niets erg, als je er weinig inzendt, maar als je het prettiger vindt, om er veel in te zenden dan maar weer op een andere keer, hoor! [1361, 326, 1581, 378]
letter-reply: ALEIDA A. C. M. Wat een heerlijke plannen zijn dat allemaal! Jij verlangt ook zeker erg naar de vacantie! Wanneer begint de pret? [1089, 565, 1347, 604]
pyramid-row: O O O [154, 908, 199, 921]
strikvraag: 13. Welke keizer heeft het meeste verdriet? [568, 344, 804, 370]
letter-reply: MARIE L. Houd je veel van bloemen? Hebben jullie ook een tuin en staat er veel moois in? Waar staan zooveel Irissen? [1361, 1314, 1581, 1367]
strikvraag: 9. Er liep eens een mannetje over de brug, [580, 192, 803, 205]
letter-reply: C. J. DE P. Het nieuwe raadsel is goed. [1101, 1158, 1301, 1171]
solver-name: A. en W. Faber 14. [316, 1672, 411, 1685]
strikvraag: 5. Welke dracht is de beste? [327, 2071, 475, 2084]
strikvraag: 3. Wanneer maakten de twaalf zonen het grootste deugniet geleefd? [316, 2023, 553, 2050]
solver-name: Henri Janse 10. [316, 498, 397, 510]
begraven-answer: 9. Roosendaal. [339, 1399, 417, 1411]
solver-name: Marijtje Draijer 9. [316, 1525, 411, 1537]
solver-name: Jan Hendrik Bruijn 12. [316, 954, 434, 966]
solver-name: Betsie en Annie Stavenuiter 10. [316, 1900, 481, 1912]
solutions-title: Raadseloplossingen [85, 1613, 268, 1636]
riddle-line: Een jongensnaam. [65, 1352, 161, 1364]
brievenbus-intro: (Brieven aan de Redactie van de Kinder-Afdeeling moeten gezonden worden aan Mevrouw Venema—v. Doorn, Wagenweg no. 88, Haarlem). [819, 1372, 1074, 1425]
riddle-4 [53, 709, 300, 816]
strikvraag: 8. Welk stuk kan de beste muzikant niet spelen? [316, 2124, 553, 2149]
riddle-3 [53, 664, 300, 705]
story-paragraph: „Arme, lieve opa, hebt u veel pijn? Ja? Ik heb zoo'n angst over u uitgestaan. Ik had er al zoo'n voorgevoel van, hè? Lieve opa".... [819, 734, 1074, 773]
solver-name: Lena Koeleveld 10. [316, 1154, 415, 1167]
riddle-line: Op den zesden een vogel. [65, 1045, 199, 1057]
begraven-answer: 6. Tilburg. [339, 1358, 394, 1371]
column-separator [560, 170, 561, 2270]
